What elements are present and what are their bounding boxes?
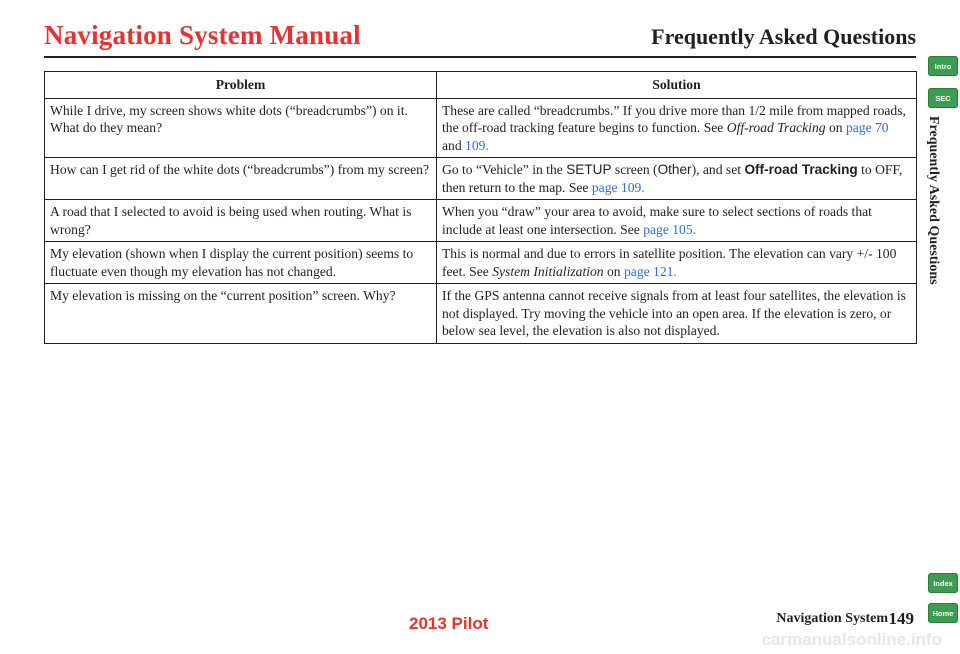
solution-ref: Off-road Tracking [726,120,826,135]
solution-cell [437,242,917,284]
solution-text: ), and set [691,162,745,177]
problem-cell: While I drive, my screen shows white dots (“breadcrumbs”) on it. What do they mean? [45,98,437,158]
faq-table [44,71,917,344]
table-row [45,284,917,344]
page-link[interactable]: page 109. [591,179,645,195]
title-divider [44,56,916,58]
solution-cell [437,158,917,200]
footer-manual-name: Navigation System [776,611,888,626]
page-link[interactable]: page 70 [845,120,889,135]
other-button-ref: Other [657,162,692,177]
table-row [45,158,917,200]
solution-cell: If the GPS antenna cannot receive signals from at least four satellites, the elevation is not displayed. Try moving the vehicle into an open area. If the elevation is zero, or below sea level, the elevation is also not displayed. [437,284,917,344]
solution-text: to OFF, then return to the map. See [442,162,903,195]
doc-title: Navigation System Manual [44,20,361,50]
site-watermark: carmanualsonline.info [761,630,942,649]
problem-cell: A road that I selected to avoid is being used when routing. What is wrong? [45,200,437,242]
solution-cell [437,200,917,242]
table-row [45,98,917,158]
setup-button-ref: SETUP [566,162,612,177]
page-link[interactable]: 109. [465,137,489,153]
table-header-row [45,72,917,99]
sec-tab-button[interactable]: SEC [928,88,958,108]
solution-text: Go to “Vehicle” in the [442,162,567,177]
section-side-label: Frequently Asked Questions [926,116,941,285]
problem-cell: My elevation is missing on the “current position” screen. Why? [45,284,437,344]
table-row [45,200,917,242]
intro-tab-button[interactable]: Intro [928,56,958,76]
solution-text: This is normal and due to errors in satellite position. The elevation can vary +/- 100 feet. See [442,246,897,279]
solution-text: and [442,137,466,153]
page-number: 149 [888,609,914,628]
column-header-solution: Solution [437,72,917,99]
section-title: Frequently Asked Questions [651,24,916,49]
solution-text: screen ( [611,162,658,177]
solution-text: These are called “breadcrumbs.” If you drive more than 1/2 mile from mapped roads, the off-road tracking feature begins to function. See [442,102,906,135]
solution-ref: System Initialization [492,263,604,279]
page-link[interactable]: page 105. [643,221,697,237]
problem-cell: How can I get rid of the white dots (“breadcrumbs”) from my screen? [45,158,437,200]
solution-cell [437,98,917,158]
problem-cell: My elevation (shown when I display the current position) seems to fluctuate even though my elevation has not changed. [45,242,437,284]
solution-text: on [603,263,624,279]
model-watermark: 2013 Pilot [409,614,489,633]
offroad-setting-ref: Off-road Tracking [744,162,858,177]
solution-text: on [825,120,846,135]
solution-text: When you “draw” your area to avoid, make sure to select sections of roads that include at least one intersection. See [442,204,872,237]
index-tab-button[interactable]: Index [928,573,958,593]
page-link[interactable]: page 121. [623,263,677,279]
table-row [45,242,917,284]
column-header-problem: Problem [45,72,437,99]
home-tab-button[interactable]: Home [928,603,958,623]
